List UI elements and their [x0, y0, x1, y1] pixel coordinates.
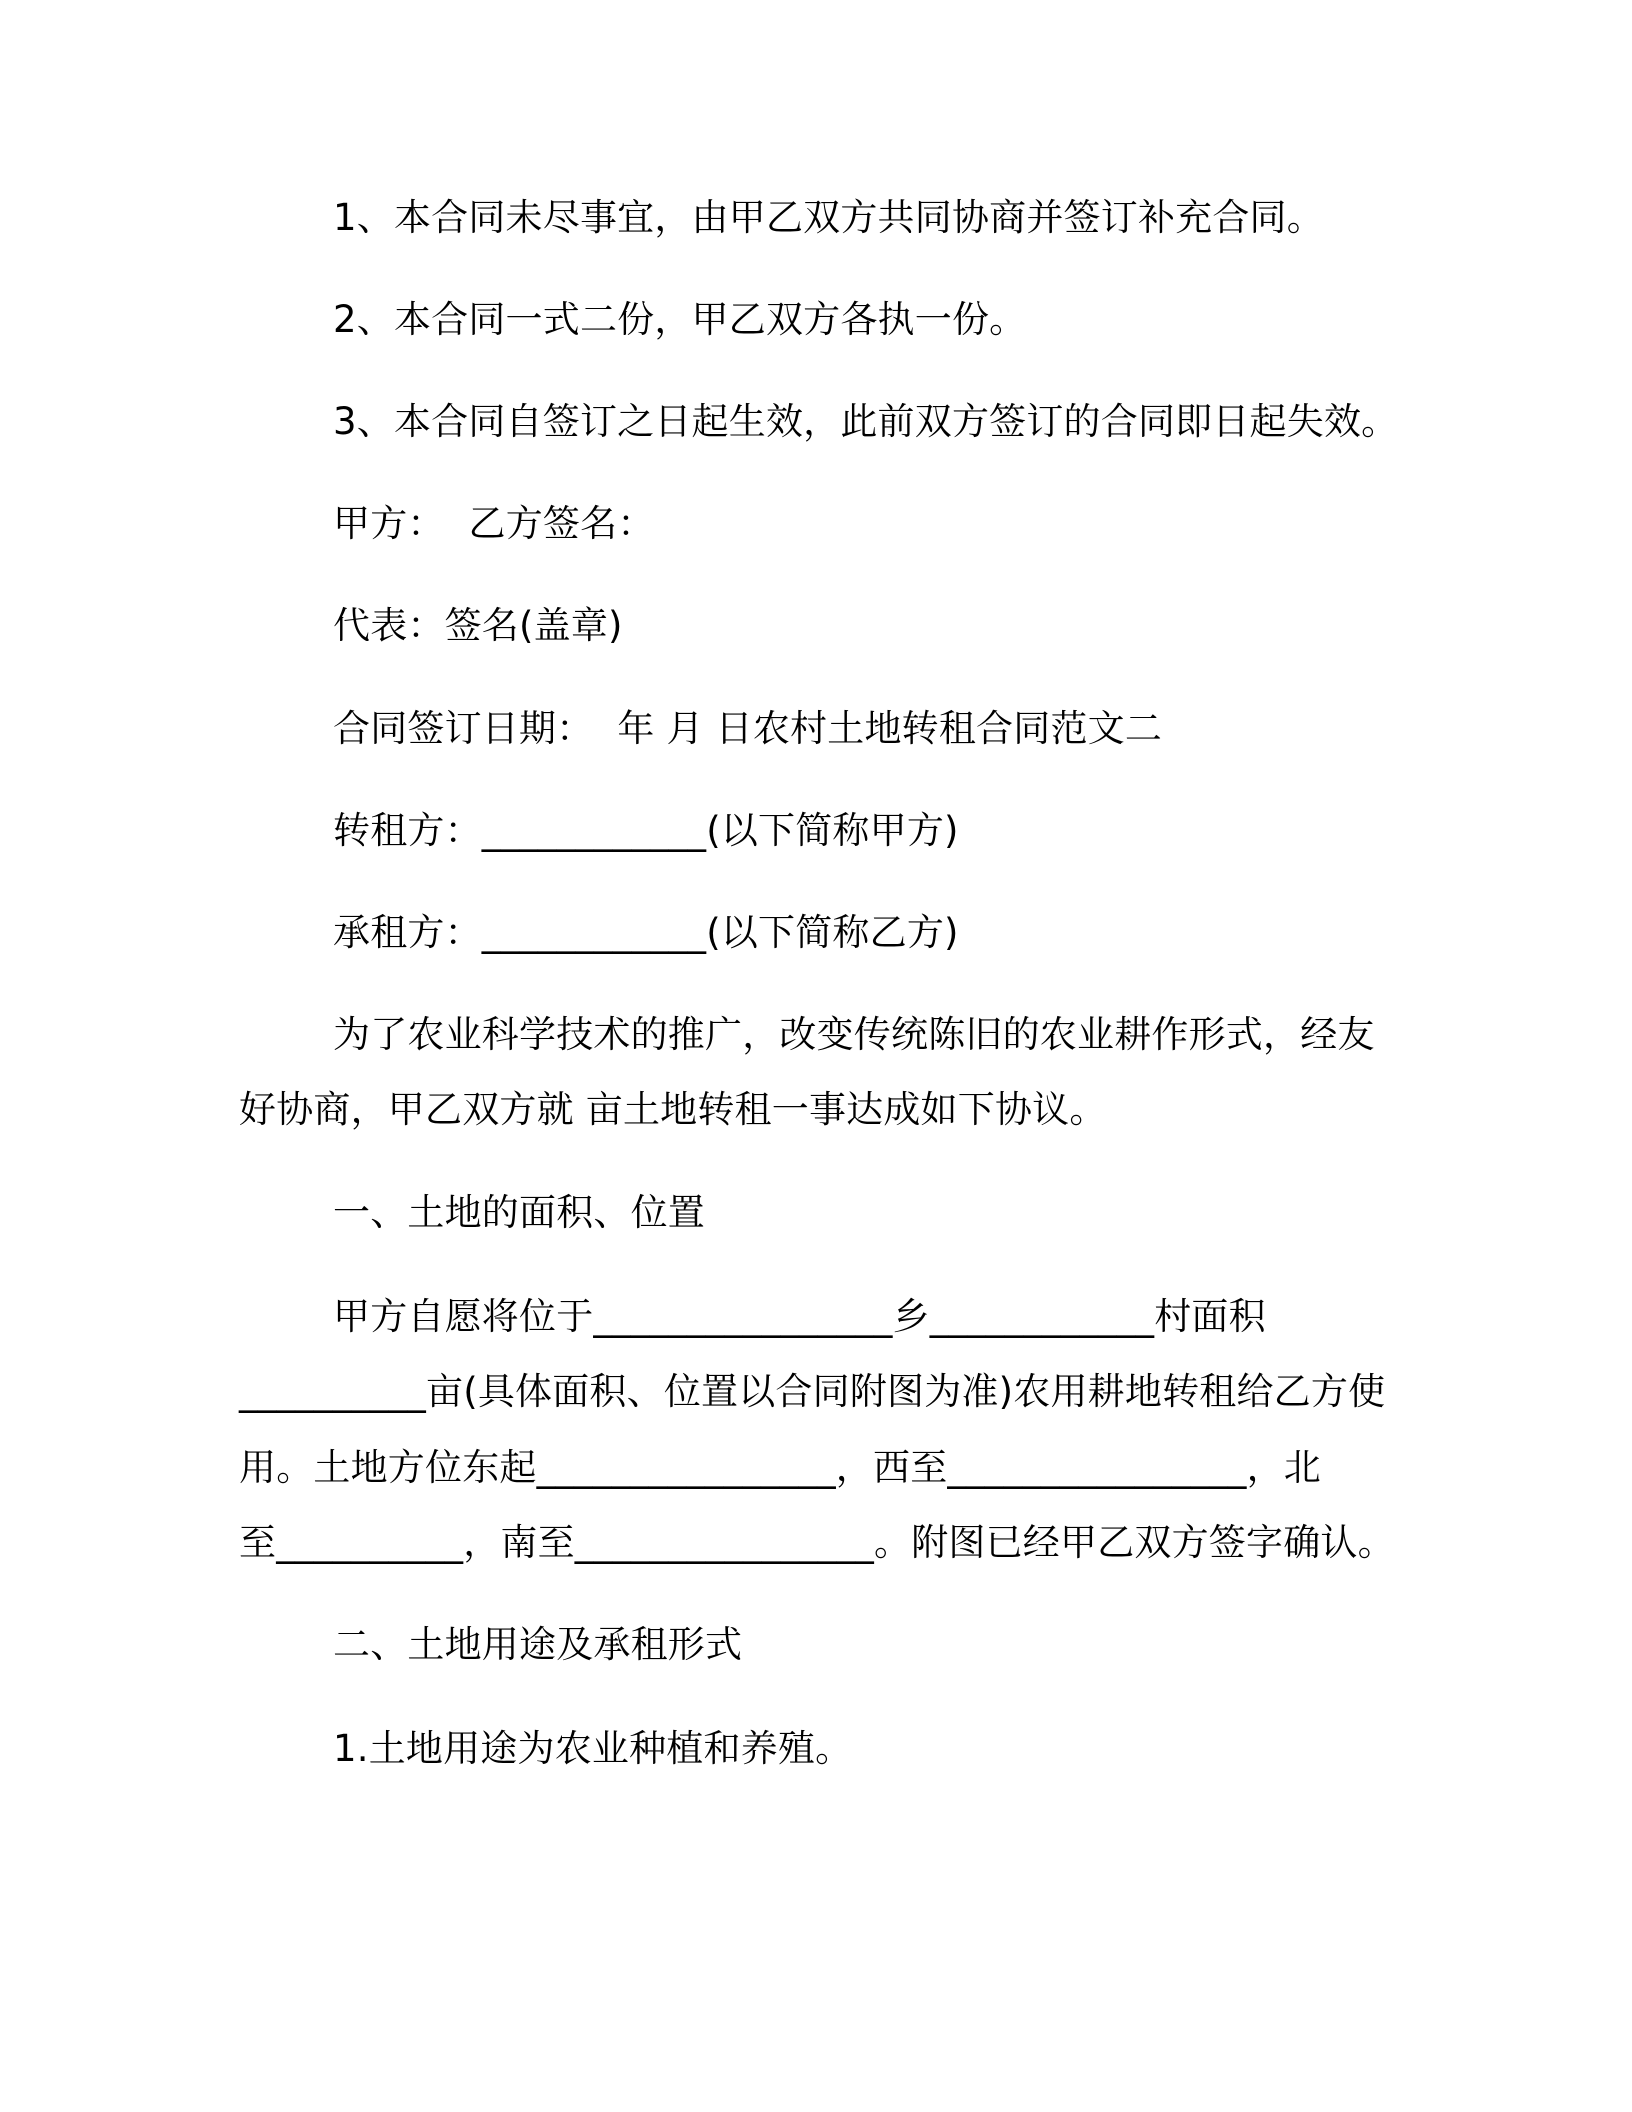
clause-effective: 3、本合同自签订之日起生效，此前双方签订的合同即日起失效。	[333, 400, 1399, 443]
section-heading-2: 二、土地用途及承租形式	[333, 1623, 743, 1666]
clause-copies: 2、本合同一式二份，甲乙双方各执一份。	[333, 298, 1027, 341]
lessee-line: 承租方：____________(以下简称乙方)	[333, 911, 959, 954]
section-heading-1: 一、土地的面积、位置	[333, 1191, 705, 1234]
land-location-line-2: __________亩(具体面积、位置以合同附图为准)农用耕地转租给乙方使	[239, 1370, 1386, 1413]
preamble-line-1: 为了农业科学技术的推广，改变传统陈旧的农业耕作形式，经友	[333, 1013, 1375, 1056]
land-location-line-4: 至__________，南至________________。附图已经甲乙双方签字确认。	[239, 1521, 1395, 1564]
land-location-line-3: 用。土地方位东起________________，西至________________，北	[239, 1446, 1321, 1489]
signing-date-and-title: 合同签订日期： 年 月 日农村土地转租合同范文二	[333, 707, 1163, 750]
clause-supplement: 1、本合同未尽事宜，由甲乙双方共同协商并签订补充合同。	[333, 196, 1324, 239]
preamble-line-2: 好协商，甲乙双方就 亩土地转租一事达成如下协议。	[239, 1088, 1107, 1131]
representative-signature: 代表：签名(盖章)	[333, 604, 623, 647]
sublessor-line: 转租方：____________(以下简称甲方)	[333, 809, 959, 852]
land-location-line-1: 甲方自愿将位于________________乡____________村面积	[333, 1295, 1266, 1338]
land-use-clause: 1.土地用途为农业种植和养殖。	[333, 1727, 853, 1770]
party-a-signature: 甲方： 乙方签名：	[333, 502, 655, 545]
